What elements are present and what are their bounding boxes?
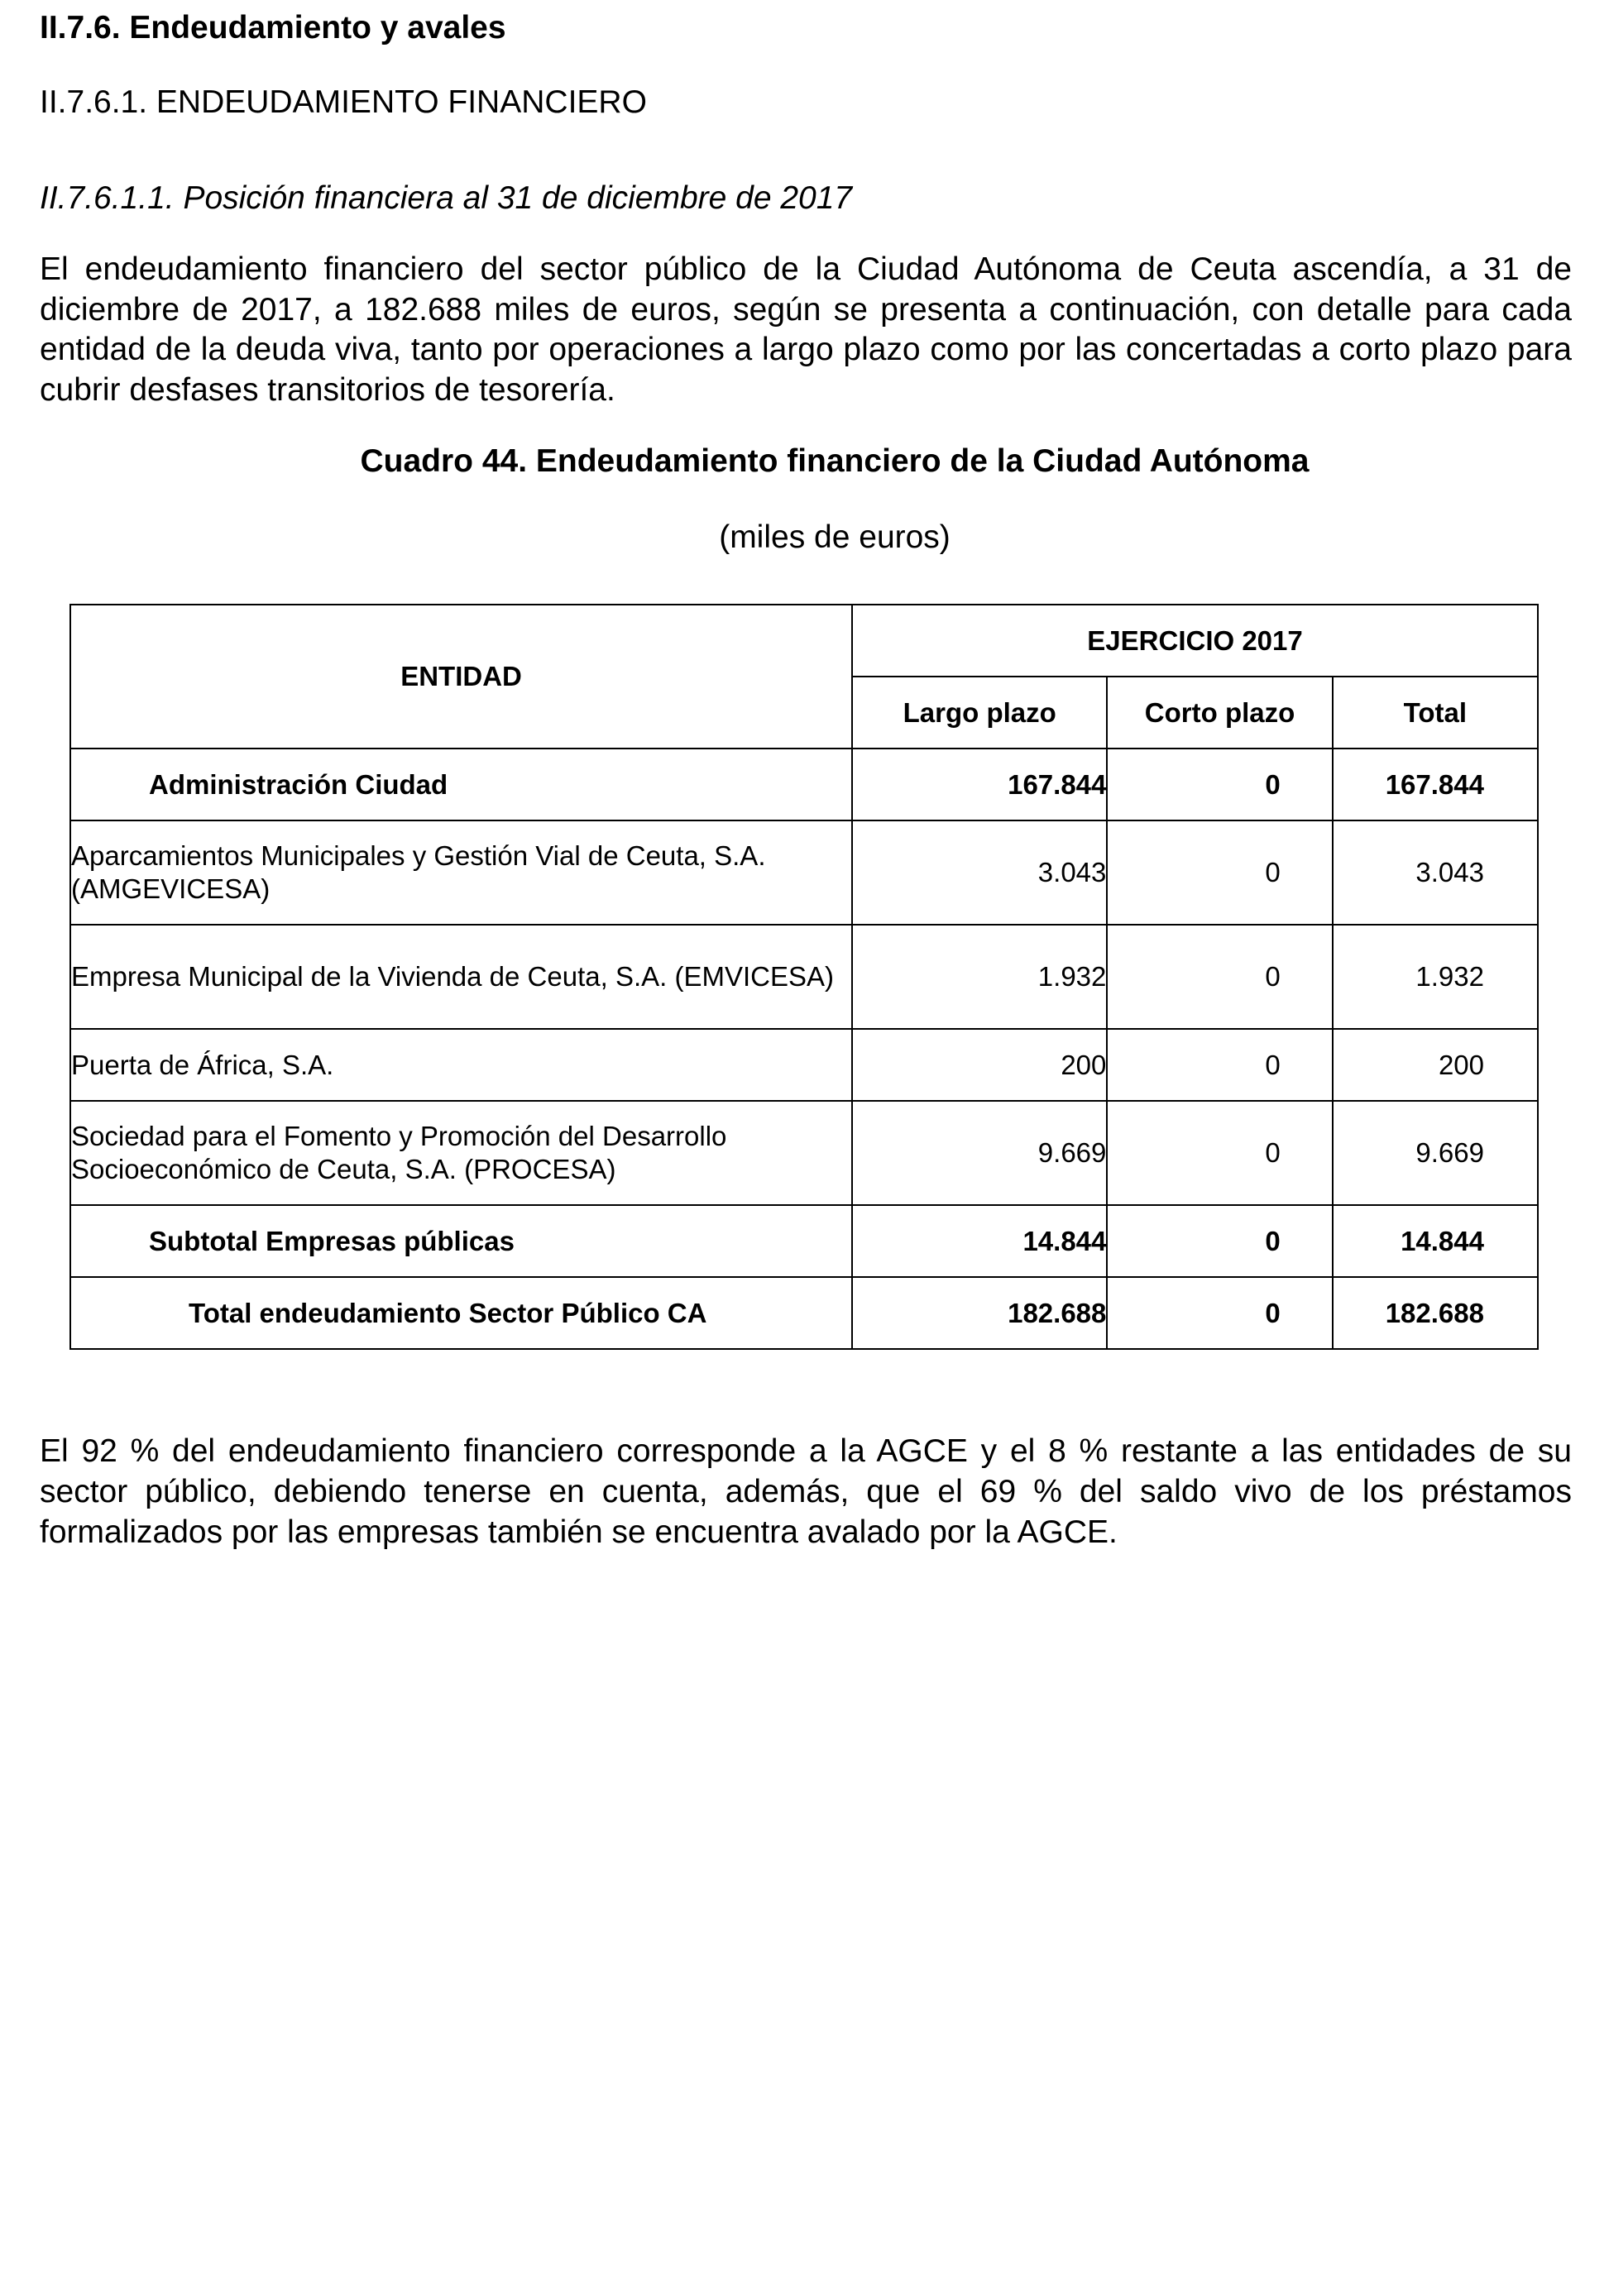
row-long-term: 200 [852, 1029, 1107, 1101]
subsection-heading: II.7.6.1. ENDEUDAMIENTO FINANCIERO [40, 84, 647, 120]
row-total: 167.844 [1333, 749, 1538, 820]
row-total: 9.669 [1333, 1101, 1538, 1205]
document-body [40, 8, 1572, 557]
row-short-term: 0 [1107, 1029, 1332, 1101]
row-short-term: 0 [1107, 1101, 1332, 1205]
row-short-term: 0 [1107, 820, 1332, 925]
table-row-total [70, 1277, 1538, 1349]
row-entity: Sociedad para el Fomento y Promoción del Desarrollo Socioeconómico de Ceuta, S.A. (PROCESA) [70, 1101, 852, 1205]
row-short-term: 0 [1107, 749, 1332, 820]
table-row [70, 1029, 1538, 1101]
header-total: Total [1333, 677, 1538, 749]
intro-paragraph: El endeudamiento financiero del sector público de la Ciudad Autónoma de Ceuta ascendía, a 31 de diciembre de 2017, a 182.688 miles de euros, según se presenta a continuación, con detalle para cada entidad de la deuda viva, tanto por operaciones a largo plazo como por las concertadas a corto plazo para cubrir desfases transitorios de tesorería. [40, 251, 1572, 408]
closing-paragraph: El 92 % del endeudamiento financiero corresponde a la AGCE y el 8 % restante a las entidades de su sector público, debiendo tenerse en cuenta, además, que el 69 % del saldo vivo de los préstamos formalizados por las empresas también se encuentra avalado por la AGCE. [40, 1433, 1572, 1550]
table-caption: Cuadro 44. Endeudamiento financiero de la Ciudad Autónoma [360, 443, 1310, 479]
row-short-term: 0 [1107, 925, 1332, 1029]
header-entity: ENTIDAD [70, 605, 852, 749]
table-row [70, 1101, 1538, 1205]
table-units: (miles de euros) [719, 519, 951, 555]
table-row [70, 749, 1538, 820]
row-entity: Puerta de África, S.A. [70, 1029, 852, 1101]
row-total: 1.932 [1333, 925, 1538, 1029]
row-short-term: 0 [1107, 1205, 1332, 1277]
row-long-term: 9.669 [852, 1101, 1107, 1205]
row-total: 3.043 [1333, 820, 1538, 925]
debt-table [69, 604, 1539, 1350]
section-heading: II.7.6. Endeudamiento y avales [40, 10, 506, 45]
table-row [70, 925, 1538, 1029]
row-long-term: 167.844 [852, 749, 1107, 820]
row-entity: Total endeudamiento Sector Público CA [70, 1277, 852, 1349]
header-long-term: Largo plazo [852, 677, 1107, 749]
row-entity: Empresa Municipal de la Vivienda de Ceuta, S.A. (EMVICESA) [70, 925, 852, 1029]
row-entity: Subtotal Empresas públicas [70, 1205, 852, 1277]
table-row [70, 820, 1538, 925]
row-long-term: 14.844 [852, 1205, 1107, 1277]
row-long-term: 182.688 [852, 1277, 1107, 1349]
subsubsection-heading: II.7.6.1.1. Posición financiera al 31 de diciembre de 2017 [40, 180, 853, 216]
row-total: 200 [1333, 1029, 1538, 1101]
table-row-subtotal [70, 1205, 1538, 1277]
row-total: 14.844 [1333, 1205, 1538, 1277]
header-short-term: Corto plazo [1107, 677, 1332, 749]
row-short-term: 0 [1107, 1277, 1332, 1349]
row-long-term: 1.932 [852, 925, 1107, 1029]
row-long-term: 3.043 [852, 820, 1107, 925]
header-year-group: EJERCICIO 2017 [852, 605, 1538, 677]
row-total: 182.688 [1333, 1277, 1538, 1349]
row-entity: Aparcamientos Municipales y Gestión Vial de Ceuta, S.A. (AMGEVICESA) [70, 820, 852, 925]
row-entity: Administración Ciudad [70, 749, 852, 820]
